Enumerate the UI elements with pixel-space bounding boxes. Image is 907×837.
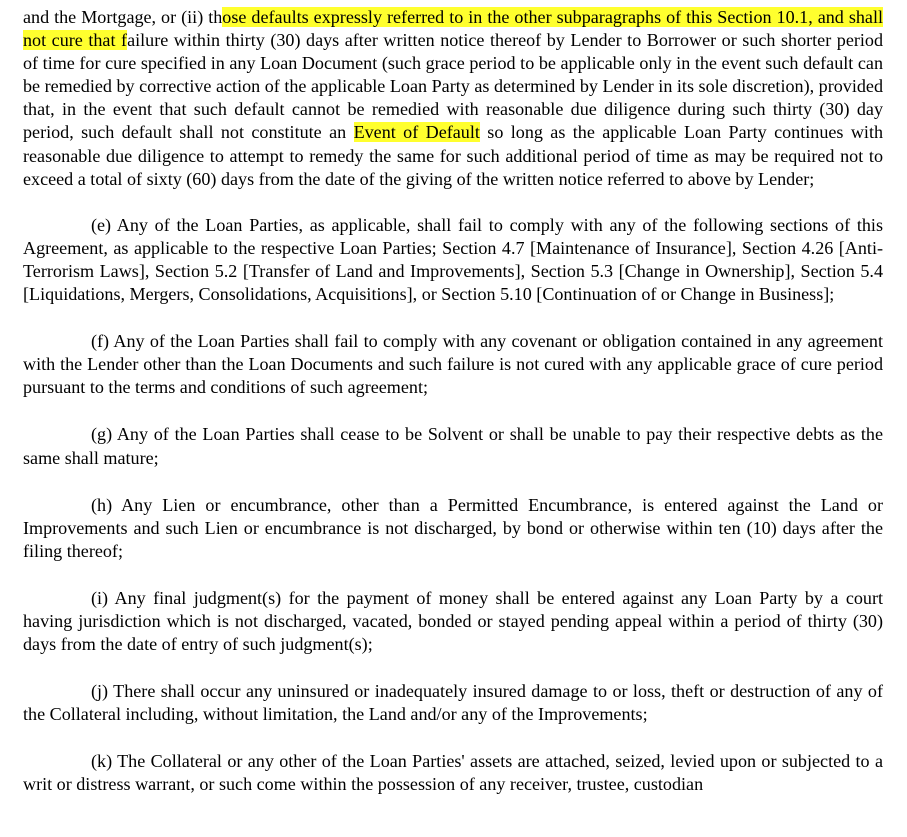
paragraph-k: (k) The Collateral or any other of the Loan Parties' assets are attached, seized, levied upon or subjected to a writ or distress warrant, or such come within the possession of any receiver, trustee, custodian bbox=[23, 751, 883, 795]
paragraph-d-text-2: ailure within thirty (30) days after written notice thereof by Lender to Borrower or such shorter period of time for cure specified in any Loan Document (such grace period to be applicable only in the event such default can be remedied by corrective action of the applicable Loan Party as determined by Lender in its sole discretion), provided that, in the event that such default cannot be remedied with reasonable due diligence during such thirty (30) day period, such default shall not constitute an bbox=[23, 30, 884, 143]
paragraph-i: (i) Any final judgment(s) for the payment of money shall be entered against any Loan Party by a court having jurisdiction which is not discharged, vacated, bonded or stayed pending appeal within a period of thirty (30) days from the date of entry of such judgment(s); bbox=[23, 587, 883, 655]
paragraph-d-text-3: so long as the applicable Loan Party continues with reasonable due diligence to attempt to remedy the same for such additional period of time as may be required not to exceed a total of sixty (60) days from the date of the giving of the written notice referred to above by Lender; bbox=[23, 122, 884, 189]
highlight-event-of-default: Event of Default bbox=[353, 122, 480, 143]
paragraph-j: (j) There shall occur any uninsured or inadequately insured damage to or loss, theft or destruction of any of the Collateral including, without limitation, the Land and/or any of the Improvements; bbox=[23, 681, 883, 725]
highlight-defaults-reference: ose defaults expressly referred to in the other subparagraphs of this Section 10.1, and shall not cure that f bbox=[23, 7, 884, 51]
paragraph-h: (h) Any Lien or encumbrance, other than a Permitted Encumbrance, is entered against the Land or Improvements and such Lien or encumbrance is not discharged, by bond or otherwise within ten (10) days after the filing thereof; bbox=[23, 494, 883, 561]
paragraph-d-continuation bbox=[23, 6, 883, 191]
document-page bbox=[23, 6, 883, 821]
paragraph-e: (e) Any of the Loan Parties, as applicable, shall fail to comply with any of the following sections of this Agreement, as applicable to the respective Loan Parties; Section 4.7 [Maintenance of Insurance], Section 4.26 [Anti-Terrorism Laws], Section 5.2 [Transfer of Land and Improvements], Section 5.3 [Change in Ownership], Section 5.4 [Liquidations, Mergers, Consolidations, Acquisitions], or Section 5.10 [Continuation of or Change in Business]; bbox=[23, 214, 883, 305]
paragraph-d-text-1: and the Mortgage, or (ii) th bbox=[23, 7, 223, 27]
paragraph-g: (g) Any of the Loan Parties shall cease to be Solvent or shall be unable to pay their respective debts as the same shall mature; bbox=[23, 424, 883, 468]
paragraph-f: (f) Any of the Loan Parties shall fail to comply with any covenant or obligation contained in any agreement with the Lender other than the Loan Documents and such failure is not cured with any applicable grace of cure period pursuant to the terms and conditions of such agreement; bbox=[23, 331, 883, 398]
